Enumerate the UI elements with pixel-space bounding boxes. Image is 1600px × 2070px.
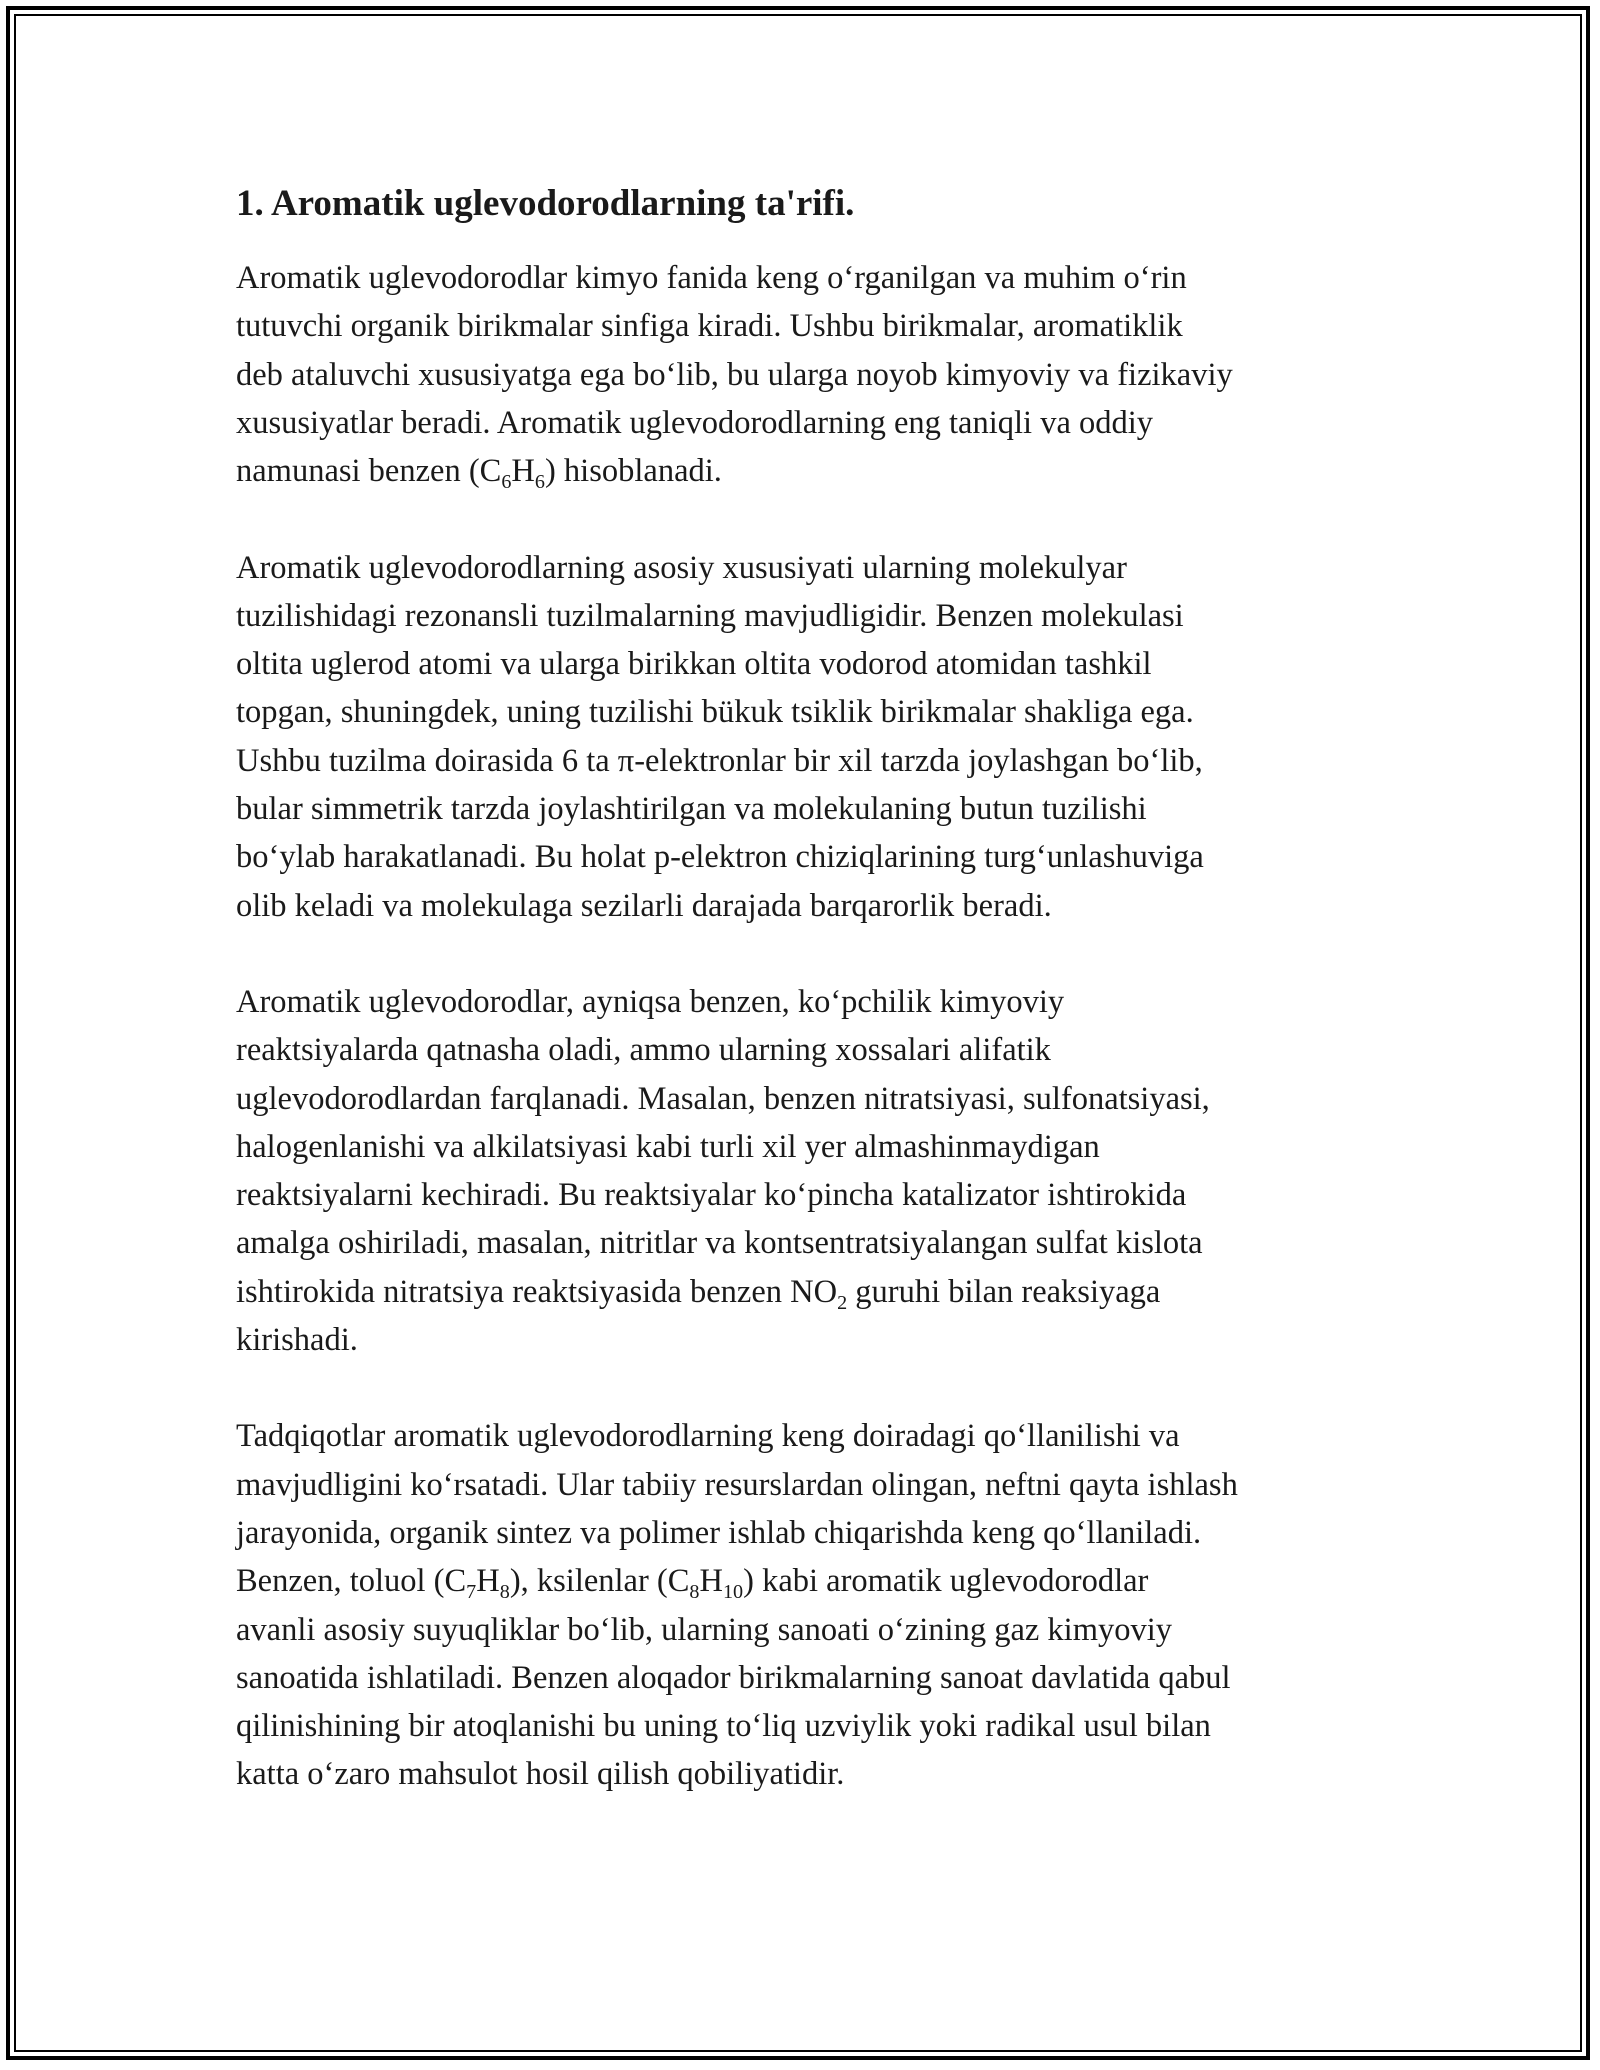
text-segment: namunasi benzen (C: [236, 453, 502, 490]
text-line: [236, 447, 1396, 495]
text-line: jarayonida, organik sintez va polimer ishlab chiqarishda keng qo‘llaniladi.: [236, 1514, 1202, 1551]
text-line: xususiyatlar beradi. Aromatik uglevodorodlarning eng taniqli va oddiy: [236, 404, 1154, 441]
text-line: [236, 1557, 1396, 1605]
text-line: katta o‘zaro mahsulot hosil qilish qobiliyatidir.: [236, 1756, 845, 1793]
text-line: olib keladi va molekulaga sezilarli darajada barqarorlik beradi.: [236, 887, 1052, 924]
text-line: qilinishining bir atoqlanishi bu uning to‘liq uzviylik yoki radikal usul bilan: [236, 1708, 1211, 1745]
subscript: 8: [499, 1581, 510, 1604]
text-line: mavjudligini ko‘rsatadi. Ular tabiiy resurslardan olingan, neftni qayta ishlash: [236, 1466, 1238, 1503]
text-line: Aromatik uglevodorodlar kimyo fanida keng o‘rganilgan va muhim o‘rin: [236, 260, 1187, 297]
paragraph-1: [236, 254, 1396, 495]
text-line: Aromatik uglevodorodlarning asosiy xususiyati ularning molekulyar: [236, 549, 1127, 586]
paragraph-3: [236, 978, 1396, 1364]
subscript: 10: [722, 1581, 744, 1604]
text-line: avanli asosiy suyuqliklar bo‘lib, ularning sanoati o‘zining gaz kimyoviy: [236, 1611, 1173, 1648]
text-line: uglevodorodlardan farqlanadi. Masalan, benzen nitratsiyasi, sulfonatsiyasi,: [236, 1080, 1210, 1117]
text-line: deb ataluvchi xususiyatga ega bo‘lib, bu ularga noyob kimyoviy va fizikaviy: [236, 356, 1233, 393]
text-line: topgan, shuningdek, uning tuzilishi bükuk tsiklik birikmalar shakliga ega.: [236, 694, 1194, 731]
subscript: 8: [689, 1581, 700, 1604]
text-line: Aromatik uglevodorodlar, ayniqsa benzen, ko‘pchilik kimyoviy: [236, 983, 1065, 1020]
text-line: sanoatida ishlatiladi. Benzen aloqador birikmalarning sanoat davlatida qabul: [236, 1659, 1231, 1696]
text-line: [236, 1268, 1396, 1316]
subscript: 6: [534, 471, 545, 494]
text-line: tutuvchi organik birikmalar sinfiga kiradi. Ushbu birikmalar, aromatiklik: [236, 308, 1183, 345]
text-segment: H: [511, 453, 535, 490]
text-line: amalga oshiriladi, masalan, nitritlar va kontsentratsiyalangan sulfat kislota: [236, 1225, 1203, 1262]
section-heading: 1. Aromatik uglevodorodlarning ta'rifi.: [236, 183, 855, 224]
text-segment: H: [699, 1563, 723, 1600]
text-segment: ishtirokida nitratsiya reaktsiyasida benzen NO: [236, 1273, 838, 1310]
paragraph-4: [236, 1412, 1396, 1798]
document-body: [236, 180, 1396, 1847]
text-line: oltita uglerod atomi va ularga birikkan oltita vodorod atomidan tashkil: [236, 646, 1152, 683]
text-line: Ushbu tuzilma doirasida 6 ta π-elektronlar bir xil tarzda joylashgan bo‘lib,: [236, 742, 1203, 779]
text-segment: ) kabi aromatik uglevodorodlar: [743, 1563, 1149, 1600]
text-line: bo‘ylab harakatlanadi. Bu holat p-elektron chiziqlarining turg‘unlashuviga: [236, 839, 1204, 876]
text-segment: H: [476, 1563, 500, 1600]
text-line: bular simmetrik tarzda joylashtirilgan va molekulaning butun tuzilishi: [236, 791, 1147, 828]
subscript: 2: [837, 1291, 848, 1314]
text-line: kirishadi.: [236, 1322, 358, 1359]
paragraph-2: [236, 544, 1396, 930]
text-segment: guruhi bilan reaksiyaga: [847, 1273, 1161, 1310]
text-line: tuzilishidagi rezonansli tuzilmalarning mavjudligidir. Benzen molekulasi: [236, 597, 1184, 634]
subscript: 6: [501, 471, 512, 494]
text-segment: ) hisoblanadi.: [544, 453, 722, 490]
text-segment: ), ksilenlar (C: [509, 1563, 690, 1600]
subscript: 7: [466, 1581, 477, 1604]
text-line: reaktsiyalarni kechiradi. Bu reaktsiyalar ko‘pincha katalizator ishtirokida: [236, 1177, 1187, 1214]
text-line: Tadqiqotlar aromatik uglevodorodlarning keng doiradagi qo‘llanilishi va: [236, 1418, 1180, 1455]
text-line: halogenlanishi va alkilatsiyasi kabi turli xil yer almashinmaydigan: [236, 1128, 1100, 1165]
text-segment: Benzen, toluol (C: [236, 1563, 467, 1600]
text-line: reaktsiyalarda qatnasha oladi, ammo ularning xossalari alifatik: [236, 1032, 1051, 1069]
